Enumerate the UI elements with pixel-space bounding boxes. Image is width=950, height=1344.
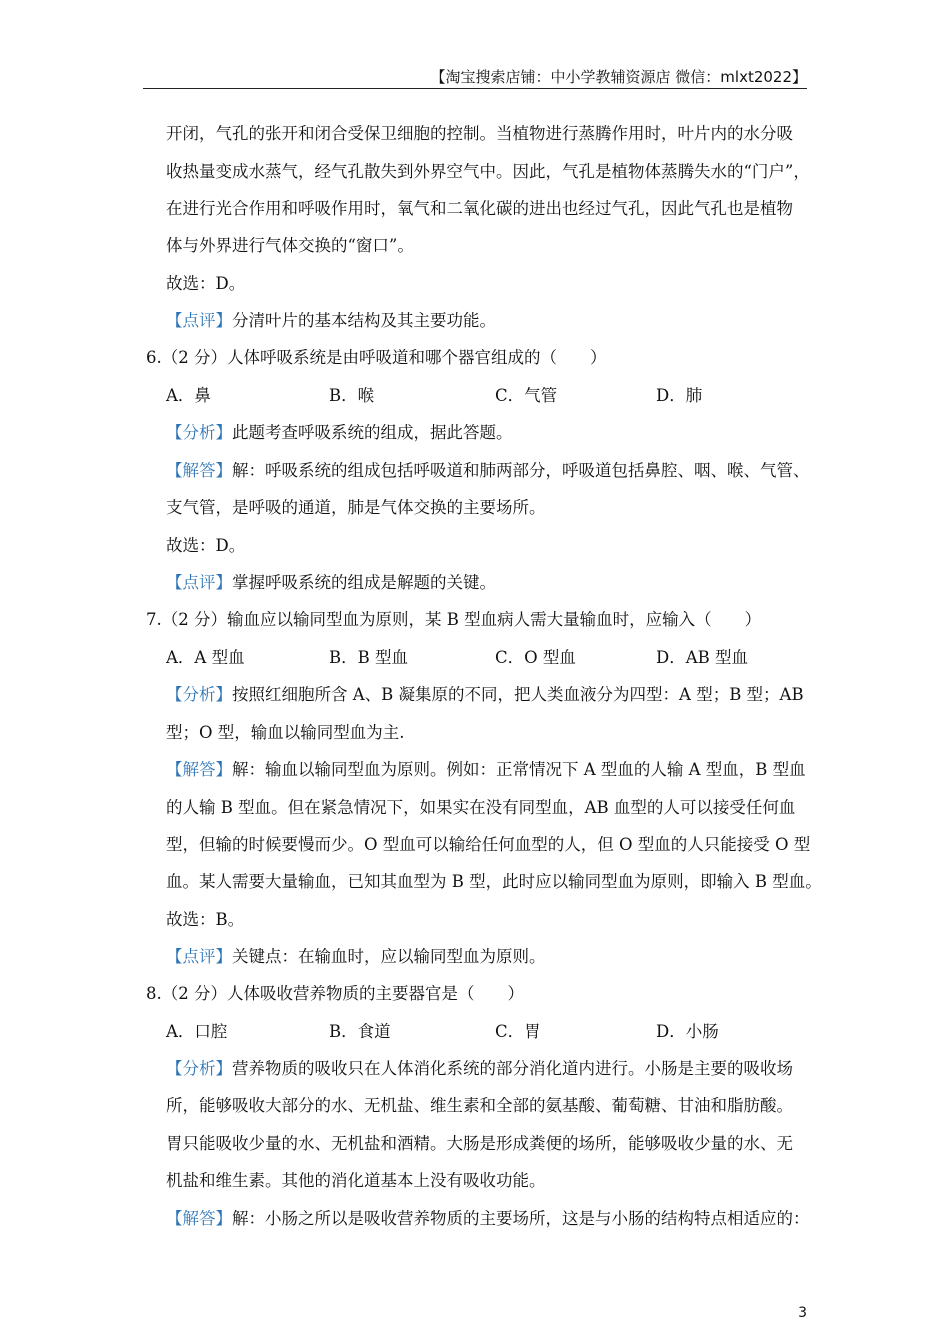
q8-analysis-line-1 bbox=[166, 1058, 793, 1080]
q6-analysis bbox=[166, 422, 513, 444]
q8-analysis-line-2: 所，能够吸收大部分的水、无机盐、维生素和全部的氨基酸、葡萄糖、甘油和脂肪酸。 bbox=[166, 1096, 793, 1115]
q5-text-line-2: 收热量变成水蒸气，经气孔散失到外界空气中。因此，气孔是植物体蒸腾失水的“门户”， bbox=[166, 162, 810, 181]
q5-text-line-3: 在进行光合作用和呼吸作用时，氧气和二氧化碳的进出也经过气孔，因此气孔也是植物 bbox=[166, 199, 793, 218]
solution-tag: 【解答】 bbox=[166, 461, 232, 480]
analysis-tag: 【分析】 bbox=[166, 423, 232, 442]
q5-text-line-4: 体与外界进行气体交换的“窗口”。 bbox=[166, 236, 414, 255]
q7-analysis-text-1: 按照红细胞所含 A、B 凝集原的不同，把人类血液分为四型：A 型；B 型；AB bbox=[232, 685, 804, 704]
q7-comment bbox=[166, 946, 546, 968]
q8-option-a: A．口腔 bbox=[166, 1022, 228, 1041]
q6-option-a: A．鼻 bbox=[166, 386, 211, 405]
comment-tag: 【点评】 bbox=[166, 311, 232, 330]
q6-stem: 6.（2 分）人体呼吸系统是由呼吸道和哪个器官组成的（ ） bbox=[146, 348, 607, 367]
q5-comment-text: 分清叶片的基本结构及其主要功能。 bbox=[232, 311, 496, 330]
q7-solution-line-3: 型，但输的时候要慢而少。O 型血可以输给任何血型的人，但 O 型血的人只能接受 O 型 bbox=[166, 835, 811, 854]
q8-option-c: C．胃 bbox=[495, 1022, 541, 1041]
q8-stem: 8.（2 分）人体吸收营养物质的主要器官是（ ） bbox=[146, 984, 524, 1003]
q7-option-d: D．AB 型血 bbox=[656, 648, 749, 667]
q8-analysis-text-1: 营养物质的吸收只在人体消化系统的部分消化道内进行。小肠是主要的吸收场 bbox=[232, 1059, 793, 1078]
q5-text-line-1: 开闭，气孔的张开和闭合受保卫细胞的控制。当植物进行蒸腾作用时，叶片内的水分吸 bbox=[166, 124, 793, 143]
comment-tag: 【点评】 bbox=[166, 947, 232, 966]
q7-comment-text: 关键点：在输血时，应以输同型血为原则。 bbox=[232, 947, 546, 966]
q8-analysis-line-3: 胃只能吸收少量的水、无机盐和酒精。大肠是形成粪便的场所，能够吸收少量的水、无 bbox=[166, 1134, 793, 1153]
q6-answer: 故选：D。 bbox=[166, 536, 246, 555]
q6-comment-text: 掌握呼吸系统的组成是解题的关键。 bbox=[232, 573, 496, 592]
q6-solution-line-2: 支气管，是呼吸的通道，肺是气体交换的主要场所。 bbox=[166, 498, 546, 517]
solution-tag: 【解答】 bbox=[166, 760, 232, 779]
q7-analysis-line-1 bbox=[166, 684, 804, 706]
page-header: 【淘宝搜索店铺：中小学教辅资源店 微信：mlxt2022】 bbox=[430, 68, 807, 86]
q5-answer: 故选：D。 bbox=[166, 274, 246, 293]
q6-analysis-text: 此题考查呼吸系统的组成，据此答题。 bbox=[232, 423, 513, 442]
analysis-tag: 【分析】 bbox=[166, 685, 232, 704]
comment-tag: 【点评】 bbox=[166, 573, 232, 592]
q6-option-c: C．气管 bbox=[495, 386, 558, 405]
q6-option-b: B．喉 bbox=[329, 386, 375, 405]
page-number: 3 bbox=[798, 1305, 807, 1321]
q8-solution-text: 解：小肠之所以是吸收营养物质的主要场所，这是与小肠的结构特点相适应的： bbox=[232, 1209, 810, 1228]
q6-solution-text-1: 解：呼吸系统的组成包括呼吸道和肺两部分，呼吸道包括鼻腔、咽、喉、气管、 bbox=[232, 461, 810, 480]
q6-comment bbox=[166, 572, 496, 594]
q6-option-d: D．肺 bbox=[656, 386, 703, 405]
q7-answer: 故选：B。 bbox=[166, 910, 245, 929]
analysis-tag: 【分析】 bbox=[166, 1059, 232, 1078]
q7-option-c: C．O 型血 bbox=[495, 648, 576, 667]
q7-stem: 7.（2 分）输血应以输同型血为原则，某 B 型血病人需大量输血时，应输入（ ） bbox=[146, 610, 762, 629]
q7-solution-line-1 bbox=[166, 759, 806, 781]
q7-solution-line-2: 的人输 B 型血。但在紧急情况下，如果实在没有同型血，AB 血型的人可以接受任何血 bbox=[166, 798, 796, 817]
header-divider bbox=[143, 88, 807, 89]
q7-analysis-line-2: 型；O 型，输血以输同型血为主. bbox=[166, 723, 405, 742]
q7-solution-text-1: 解：输血以输同型血为原则。例如：正常情况下 A 型血的人输 A 型血，B 型血 bbox=[232, 760, 806, 779]
q8-option-b: B．食道 bbox=[329, 1022, 391, 1041]
q6-solution-line-1 bbox=[166, 460, 810, 482]
q7-solution-line-4: 血。某人需要大量输血，已知其血型为 B 型，此时应以输同型血为原则，即输入 B 型血。 bbox=[166, 872, 822, 891]
q8-analysis-line-4: 机盐和维生素。其他的消化道基本上没有吸收功能。 bbox=[166, 1171, 546, 1190]
q8-option-d: D．小肠 bbox=[656, 1022, 719, 1041]
q5-comment bbox=[166, 310, 496, 332]
q8-solution bbox=[166, 1208, 810, 1230]
q7-option-b: B．B 型血 bbox=[329, 648, 408, 667]
q7-option-a: A．A 型血 bbox=[166, 648, 245, 667]
solution-tag: 【解答】 bbox=[166, 1209, 232, 1228]
